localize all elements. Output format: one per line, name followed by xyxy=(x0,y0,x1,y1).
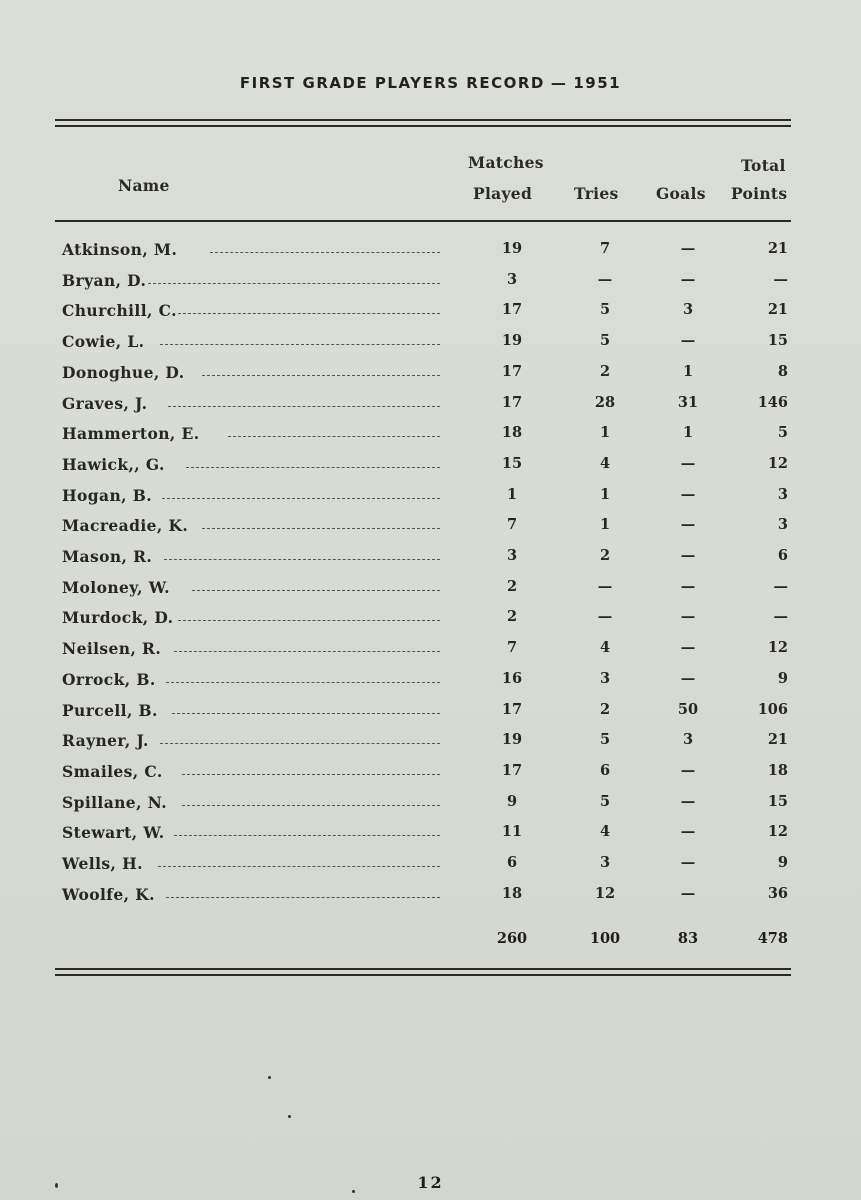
tries-cell: — xyxy=(597,608,613,626)
header-rule xyxy=(55,220,791,222)
total-points-cell: 36 xyxy=(767,884,788,902)
dotted-leader xyxy=(160,743,440,744)
table-row xyxy=(62,486,790,510)
dotted-leader xyxy=(210,252,440,253)
matches-played-cell: 3 xyxy=(506,270,518,288)
goals-cell: 31 xyxy=(677,393,699,411)
dotted-leader xyxy=(164,559,440,560)
total-points-cell: 15 xyxy=(767,332,788,350)
goals-cell: 50 xyxy=(677,700,699,718)
player-name: Hammerton, E. xyxy=(62,424,200,444)
dotted-leader xyxy=(158,866,440,867)
dotted-leader xyxy=(166,682,440,683)
table-row xyxy=(62,578,790,602)
table-row xyxy=(62,363,790,387)
player-name: Murdock, D. xyxy=(62,608,174,628)
matches-played-cell: 2 xyxy=(506,608,518,626)
goals-cell: 1 xyxy=(682,362,694,380)
dotted-leader xyxy=(168,406,440,407)
matches-played-cell: 18 xyxy=(501,884,523,902)
total-points-cell: 9 xyxy=(777,669,788,687)
matches-played-cell: 1 xyxy=(506,485,518,503)
tries-cell: 2 xyxy=(599,547,611,564)
table-row xyxy=(62,394,790,418)
header-matches-bottom: Played xyxy=(473,184,533,203)
total-tries: 100 xyxy=(589,930,621,947)
total-played: 260 xyxy=(496,930,528,947)
goals-cell: 3 xyxy=(682,731,694,749)
total-points-cell: 6 xyxy=(777,547,788,564)
matches-played-cell: 7 xyxy=(506,639,518,657)
goals-cell: — xyxy=(680,332,696,350)
dotted-leader xyxy=(182,805,440,806)
table-row xyxy=(62,271,790,295)
goals-cell: 1 xyxy=(682,424,694,442)
tries-cell: 5 xyxy=(599,731,611,749)
tries-cell: 1 xyxy=(599,516,611,534)
page-title xyxy=(0,74,861,92)
goals-cell: — xyxy=(680,639,696,657)
matches-played-cell: 19 xyxy=(501,332,523,350)
goals-cell: — xyxy=(680,761,696,779)
goals-cell: — xyxy=(680,669,696,687)
matches-played-cell: 7 xyxy=(506,516,518,534)
player-name: Atkinson, M. xyxy=(62,240,178,259)
header-name: Name xyxy=(118,176,170,195)
dotted-leader xyxy=(186,467,440,468)
matches-played-cell: 18 xyxy=(501,424,523,442)
tries-cell: 5 xyxy=(599,301,611,319)
total-points-cell: 5 xyxy=(777,424,788,442)
matches-played-cell: 6 xyxy=(506,854,518,871)
dotted-leader xyxy=(192,590,440,591)
tries-cell: 4 xyxy=(599,454,611,472)
total-points-cell: — xyxy=(773,577,788,595)
goals-cell: — xyxy=(680,792,696,810)
total-points-cell: 8 xyxy=(777,362,788,380)
player-name: Churchill, C. xyxy=(62,301,177,321)
ink-speck xyxy=(288,1115,291,1118)
matches-played-cell: 19 xyxy=(501,240,523,257)
total-points-cell: 3 xyxy=(777,516,788,534)
player-name: Woolfe, K. xyxy=(62,884,155,904)
ink-speck xyxy=(268,1076,271,1079)
total-points-cell: 21 xyxy=(767,731,788,749)
matches-played-cell: 9 xyxy=(506,792,518,810)
total-points-cell: 15 xyxy=(767,792,788,810)
table-row xyxy=(62,547,790,571)
tries-cell: 2 xyxy=(599,700,611,718)
player-name: Rayner, J. xyxy=(62,731,149,751)
goals-cell: — xyxy=(680,884,696,902)
dotted-leader xyxy=(172,713,440,714)
dotted-leader xyxy=(174,651,440,652)
player-name: Wells, H. xyxy=(62,854,143,873)
player-name: Orrock, B. xyxy=(62,669,156,689)
goals-cell: — xyxy=(680,823,696,841)
player-name: Macreadie, K. xyxy=(62,516,189,536)
total-points-cell: 106 xyxy=(757,700,788,718)
table-row xyxy=(62,424,790,448)
player-name: Mason, R. xyxy=(62,547,153,566)
player-name: Purcell, B. xyxy=(62,700,158,720)
dotted-leader xyxy=(148,283,440,284)
table-row xyxy=(62,639,790,663)
matches-played-cell: 15 xyxy=(501,454,523,472)
table-row xyxy=(62,332,790,356)
matches-played-cell: 17 xyxy=(501,393,523,411)
dotted-leader xyxy=(178,620,440,621)
title-dash: — xyxy=(550,74,568,92)
title-year: 1951 xyxy=(573,74,622,92)
tries-cell: — xyxy=(597,577,613,595)
goals-cell: — xyxy=(680,454,696,472)
total-points-cell: — xyxy=(773,608,788,626)
header-tries: Tries xyxy=(574,184,619,203)
table-row xyxy=(62,670,790,694)
player-name: Bryan, D. xyxy=(62,270,147,290)
tries-cell: 1 xyxy=(599,424,611,442)
player-name: Hawick,, G. xyxy=(62,454,165,474)
total-points-cell: 3 xyxy=(777,485,788,503)
total-points-cell: 21 xyxy=(767,240,788,257)
goals-cell: — xyxy=(680,485,696,503)
table-row xyxy=(62,854,790,878)
table-row xyxy=(62,516,790,540)
goals-cell: — xyxy=(680,240,696,257)
goals-cell: — xyxy=(680,270,696,288)
matches-played-cell: 3 xyxy=(506,547,518,564)
tries-cell: 5 xyxy=(599,332,611,350)
matches-played-cell: 17 xyxy=(501,700,523,718)
player-name: Cowie, L. xyxy=(62,332,145,352)
total-points-cell: 12 xyxy=(767,454,788,472)
matches-played-cell: 17 xyxy=(501,362,523,380)
player-name: Donoghue, D. xyxy=(62,362,185,382)
matches-played-cell: 11 xyxy=(501,823,523,841)
player-name: Stewart, W. xyxy=(62,823,165,843)
dotted-leader xyxy=(162,498,440,499)
matches-played-cell: 2 xyxy=(506,577,518,595)
total-points-cell: 146 xyxy=(757,393,788,411)
total-points-cell: 12 xyxy=(767,639,788,657)
tries-cell: — xyxy=(597,270,613,288)
tries-cell: 1 xyxy=(599,485,611,503)
dotted-leader xyxy=(178,313,440,314)
header-total-top: Total xyxy=(741,156,786,175)
tries-cell: 12 xyxy=(594,884,616,902)
header-goals: Goals xyxy=(656,184,706,203)
goals-cell: — xyxy=(680,516,696,534)
tries-cell: 3 xyxy=(599,669,611,687)
tries-cell: 4 xyxy=(599,639,611,657)
player-name: Hogan, B. xyxy=(62,485,153,505)
goals-cell: — xyxy=(680,854,696,871)
total-points-cell: 18 xyxy=(767,761,788,779)
tries-cell: 5 xyxy=(599,792,611,810)
matches-played-cell: 19 xyxy=(501,731,523,749)
table-row xyxy=(62,301,790,325)
totals-row xyxy=(62,930,790,954)
table-row xyxy=(62,762,790,786)
player-name: Moloney, W. xyxy=(62,577,170,597)
dotted-leader xyxy=(202,375,440,376)
dotted-leader xyxy=(228,436,440,437)
total-points-cell: 9 xyxy=(777,854,788,871)
dotted-leader xyxy=(182,774,440,775)
dotted-leader xyxy=(166,897,440,898)
tries-cell: 28 xyxy=(594,393,616,411)
goals-cell: — xyxy=(680,608,696,626)
top-rule-2 xyxy=(55,125,791,127)
tries-cell: 6 xyxy=(599,761,611,779)
total-goals: 83 xyxy=(677,930,699,947)
header-matches-top: Matches xyxy=(468,153,544,172)
table-row xyxy=(62,885,790,909)
goals-cell: — xyxy=(680,547,696,564)
total-points-cell: 12 xyxy=(767,823,788,841)
dotted-leader xyxy=(160,344,440,345)
table-row xyxy=(62,608,790,632)
bottom-rule-2 xyxy=(55,974,791,976)
total-points-cell: 21 xyxy=(767,301,788,319)
table-row xyxy=(62,731,790,755)
tries-cell: 2 xyxy=(599,362,611,380)
table-row xyxy=(62,701,790,725)
tries-cell: 4 xyxy=(599,823,611,841)
table-row xyxy=(62,793,790,817)
goals-cell: 3 xyxy=(682,301,694,319)
matches-played-cell: 17 xyxy=(501,761,523,779)
table-row xyxy=(62,240,790,264)
top-rule-1 xyxy=(55,119,791,121)
matches-played-cell: 16 xyxy=(501,669,523,687)
matches-played-cell: 17 xyxy=(501,301,523,319)
dotted-leader xyxy=(202,528,440,529)
dotted-leader xyxy=(174,835,440,836)
player-name: Neilsen, R. xyxy=(62,639,162,659)
bottom-rule-1 xyxy=(55,968,791,970)
total-points: 478 xyxy=(757,930,788,947)
total-points-cell: — xyxy=(773,270,788,288)
page-number: 12 xyxy=(417,1173,444,1192)
tries-cell: 7 xyxy=(599,240,611,257)
player-name: Graves, J. xyxy=(62,393,148,413)
tries-cell: 3 xyxy=(599,854,611,871)
table-row xyxy=(62,823,790,847)
table-row xyxy=(62,455,790,479)
goals-cell: — xyxy=(680,577,696,595)
player-name: Smailes, C. xyxy=(62,761,163,781)
player-name: Spillane, N. xyxy=(62,792,168,812)
header-total-bottom: Points xyxy=(731,184,788,203)
title-text: FIRST GRADE PLAYERS RECORD xyxy=(239,74,545,92)
